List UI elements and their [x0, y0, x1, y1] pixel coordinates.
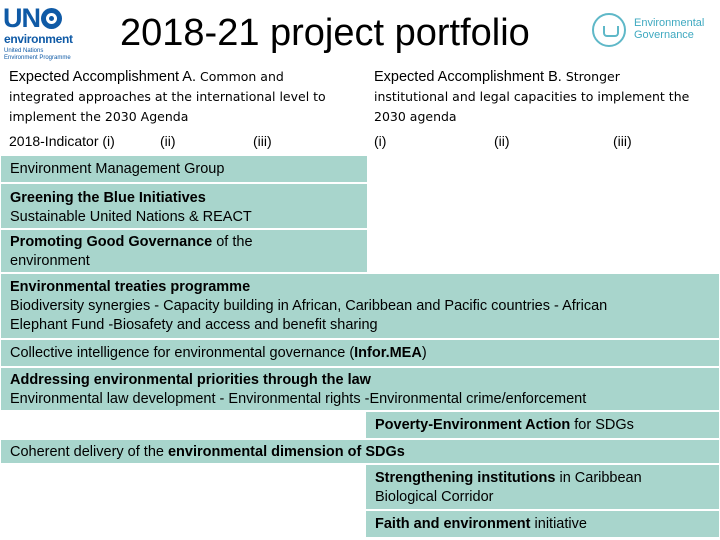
project-faith-and-environment: Faith and environment initiative	[365, 510, 720, 538]
accomplishment-b-lead: Expected Accomplishment B.	[374, 69, 562, 85]
indicator-a-iii: (iii)	[253, 133, 272, 149]
accomplishment-a-lead: Expected Accomplishment A.	[9, 69, 196, 85]
logo-subtitle: United Nations Environment Programme	[4, 48, 71, 61]
project-strengthening-institutions: Strengthening institutions in Caribbean Biological Corridor	[365, 464, 720, 510]
logo-environment-text: environment	[4, 32, 73, 46]
globe-icon	[41, 8, 62, 29]
indicator-a-i: 2018-Indicator (i)	[9, 133, 115, 149]
indicator-a-ii: (ii)	[160, 133, 176, 149]
project-emg: Environment Management Group	[0, 155, 368, 183]
project-infor-mea: Collective intelligence for environmental governance (Infor.MEA)	[0, 339, 720, 367]
indicator-b-ii: (ii)	[494, 133, 510, 149]
project-coherent-delivery: Coherent delivery of the environmental dimension of SDGs	[0, 439, 720, 464]
environmental-governance-logo	[592, 9, 720, 49]
logo-governance-text: Environmental Governance	[634, 17, 705, 41]
project-environmental-treaties: Environmental treaties programme Biodiversity synergies - Capacity building in African, Caribbean and Pacific countries - African Elephant Fund -Biosafety and access and benefit sharing	[0, 273, 720, 339]
project-environmental-law: Addressing environmental priorities through the law Environmental law development - Environmental rights -Environmental crime/enforcement	[0, 367, 720, 411]
accomplishment-b: Expected Accomplishment B. Stronger institutional and legal capacities to implement the 2030 agenda	[374, 69, 690, 124]
basket-icon	[592, 13, 626, 47]
project-good-governance: Promoting Good Governance of the environment	[0, 229, 368, 273]
page-title: 2018-21 project portfolio	[120, 12, 530, 54]
project-greening-the-blue: Greening the Blue Initiatives Sustainable United Nations & REACT	[0, 183, 368, 229]
logo-un-text: UN	[3, 3, 40, 33]
un-environment-logo	[3, 3, 77, 65]
indicator-b-iii: (iii)	[613, 133, 632, 149]
accomplishment-a: Expected Accomplishment A. Common and integrated approaches at the international level to implement the 2030 Agenda	[9, 69, 326, 124]
project-poverty-environment-action: Poverty-Environment Action for SDGs	[365, 411, 720, 439]
indicator-b-i: (i)	[374, 133, 387, 149]
